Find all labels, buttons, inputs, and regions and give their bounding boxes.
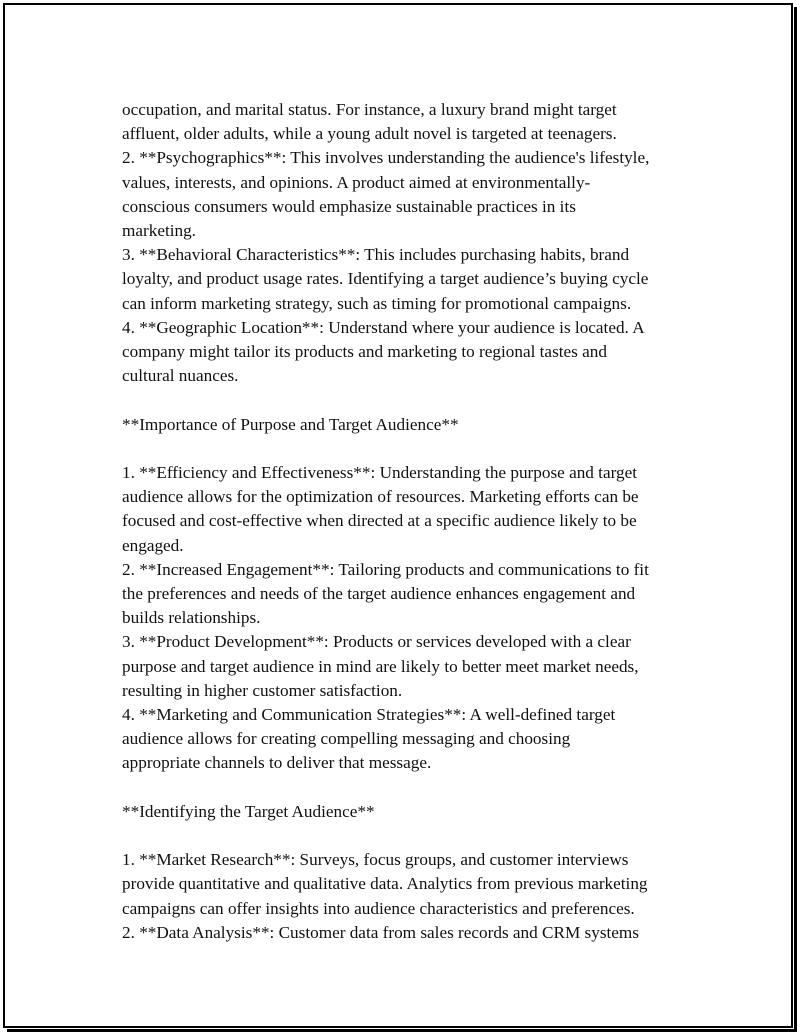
text-line: appropriate channels to deliver that message. <box>122 753 432 773</box>
text-line: resulting in higher customer satisfaction. <box>122 680 403 700</box>
text-line: audience allows for the optimization of resources. Marketing efforts can be <box>122 487 639 507</box>
blank-line <box>122 776 702 800</box>
text-line: occupation, and marital status. For instance, a luxury brand might target <box>122 100 617 119</box>
text-line: 4. **Geographic Location**: Understand where your audience is located. A <box>122 317 645 337</box>
text-line: focused and cost-effective when directed at a specific audience likely to be <box>122 511 637 531</box>
text-line: 4. **Marketing and Communication Strategies**: A well-defined target <box>122 705 616 725</box>
text-line: 3. **Product Development**: Products or services developed with a clear <box>122 632 631 652</box>
blank-line <box>122 824 702 848</box>
text-line: purpose and target audience in mind are likely to better meet market needs, <box>122 656 639 676</box>
text-line: campaigns can offer insights into audience characteristics and preferences. <box>122 898 635 918</box>
document-page <box>3 3 793 1028</box>
text-line: affluent, older adults, while a young adult novel is targeted at teenagers. <box>122 124 617 144</box>
text-line: marketing. <box>122 221 196 241</box>
text-line: 2. **Data Analysis**: Customer data from sales records and CRM systems <box>122 922 639 942</box>
text-line: can inform marketing strategy, such as timing for promotional campaigns. <box>122 293 632 313</box>
text-line: conscious consumers would emphasize sustainable practices in its <box>122 196 576 216</box>
text-line: builds relationships. <box>122 608 261 628</box>
text-line: 2. **Psychographics**: This involves understanding the audience's lifestyle, <box>122 148 650 168</box>
section-heading: **Importance of Purpose and Target Audience** <box>122 414 459 434</box>
text-line: the preferences and needs of the target audience enhances engagement and <box>122 584 636 604</box>
text-line: audience allows for creating compelling messaging and choosing <box>122 729 571 749</box>
blank-line <box>122 388 702 412</box>
text-line: loyalty, and product usage rates. Identifying a target audience’s buying cycle <box>122 269 649 289</box>
text-line: values, interests, and opinions. A product aimed at environmentally- <box>122 172 591 192</box>
text-line: 2. **Increased Engagement**: Tailoring products and communications to fit <box>122 559 649 579</box>
blank-line <box>122 437 702 461</box>
text-line: provide quantitative and qualitative data. Analytics from previous marketing <box>122 874 648 894</box>
text-line: 3. **Behavioral Characteristics**: This includes purchasing habits, brand <box>122 245 630 265</box>
text-line: 1. **Market Research**: Surveys, focus groups, and customer interviews <box>122 850 629 870</box>
document-body <box>122 98 702 945</box>
section-heading: **Identifying the Target Audience** <box>122 801 375 821</box>
text-line: engaged. <box>122 535 184 555</box>
text-line: cultural nuances. <box>122 366 239 386</box>
text-line: 1. **Efficiency and Effectiveness**: Understanding the purpose and target <box>122 463 637 483</box>
text-line: company might tailor its products and marketing to regional tastes and <box>122 342 607 362</box>
